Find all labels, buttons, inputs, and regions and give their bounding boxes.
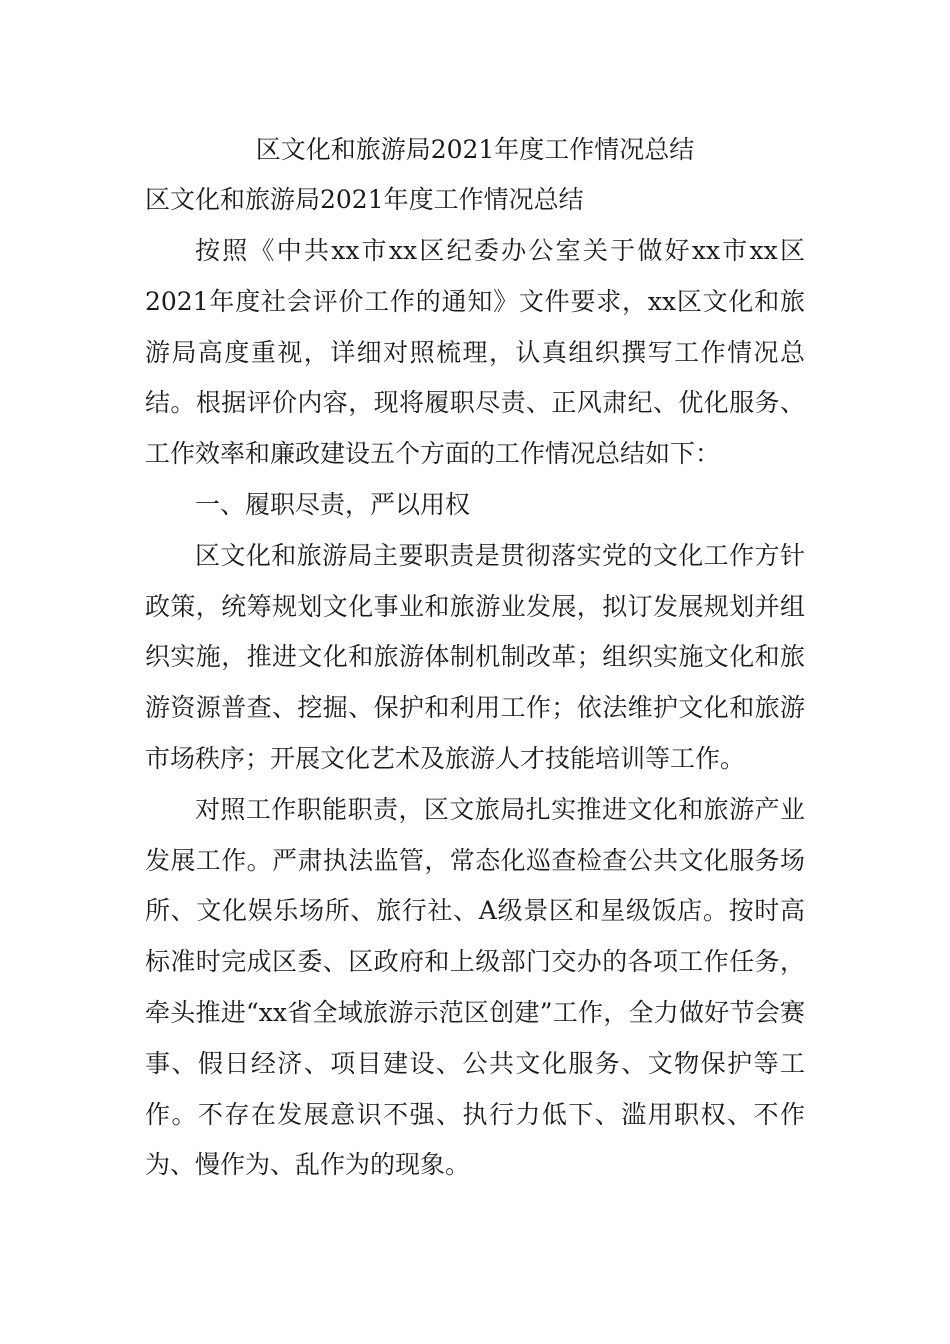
document-title: 区文化和旅游局2021年度工作情况总结 <box>255 135 695 164</box>
document-body <box>145 226 805 1191</box>
body-paragraph: 对照工作职能职责，区文旅局扎实推进文化和旅游产业发展工作。严肃执法监管，常态化巡查检查公共文化服务场所、文化娱乐场所、旅行社、A级景区和星级饭店。按时高标准时完成区委、区政府和上级部门交办的各项工作任务，牵头推进“xx省全域旅游示范区创建”工作，全力做好节会赛事、假日经济、项目建设、公共文化服务、文物保护等工作。不存在发展意识不强、执行力低下、滥用职权、不作为、慢作为、乱作为的现象。 <box>145 794 805 1180</box>
document-subtitle: 区文化和旅游局2021年度工作情况总结 <box>145 185 584 214</box>
intro-paragraph: 按照《中共xx市xx区纪委办公室关于做好xx市xx区2021年度社会评价工作的通知》文件要求，xx区文化和旅游局高度重视，详细对照梳理，认真组织撰写工作情况总结。根据评价内容，现将履职尽责、正风肃纪、优化服务、工作效率和廉政建设五个方面的工作情况总结如下： <box>145 236 805 469</box>
body-paragraph: 区文化和旅游局主要职责是贯彻落实党的文化工作方针政策，统筹规划文化事业和旅游业发展，拟订发展规划并组织实施，推进文化和旅游体制机制改革；组织实施文化和旅游资源普查、挖掘、保护和利用工作；依法维护文化和旅游市场秩序；开展文化艺术及旅游人才技能培训等工作。 <box>145 540 805 773</box>
section-heading: 一、履职尽责，严以用权 <box>195 489 471 519</box>
